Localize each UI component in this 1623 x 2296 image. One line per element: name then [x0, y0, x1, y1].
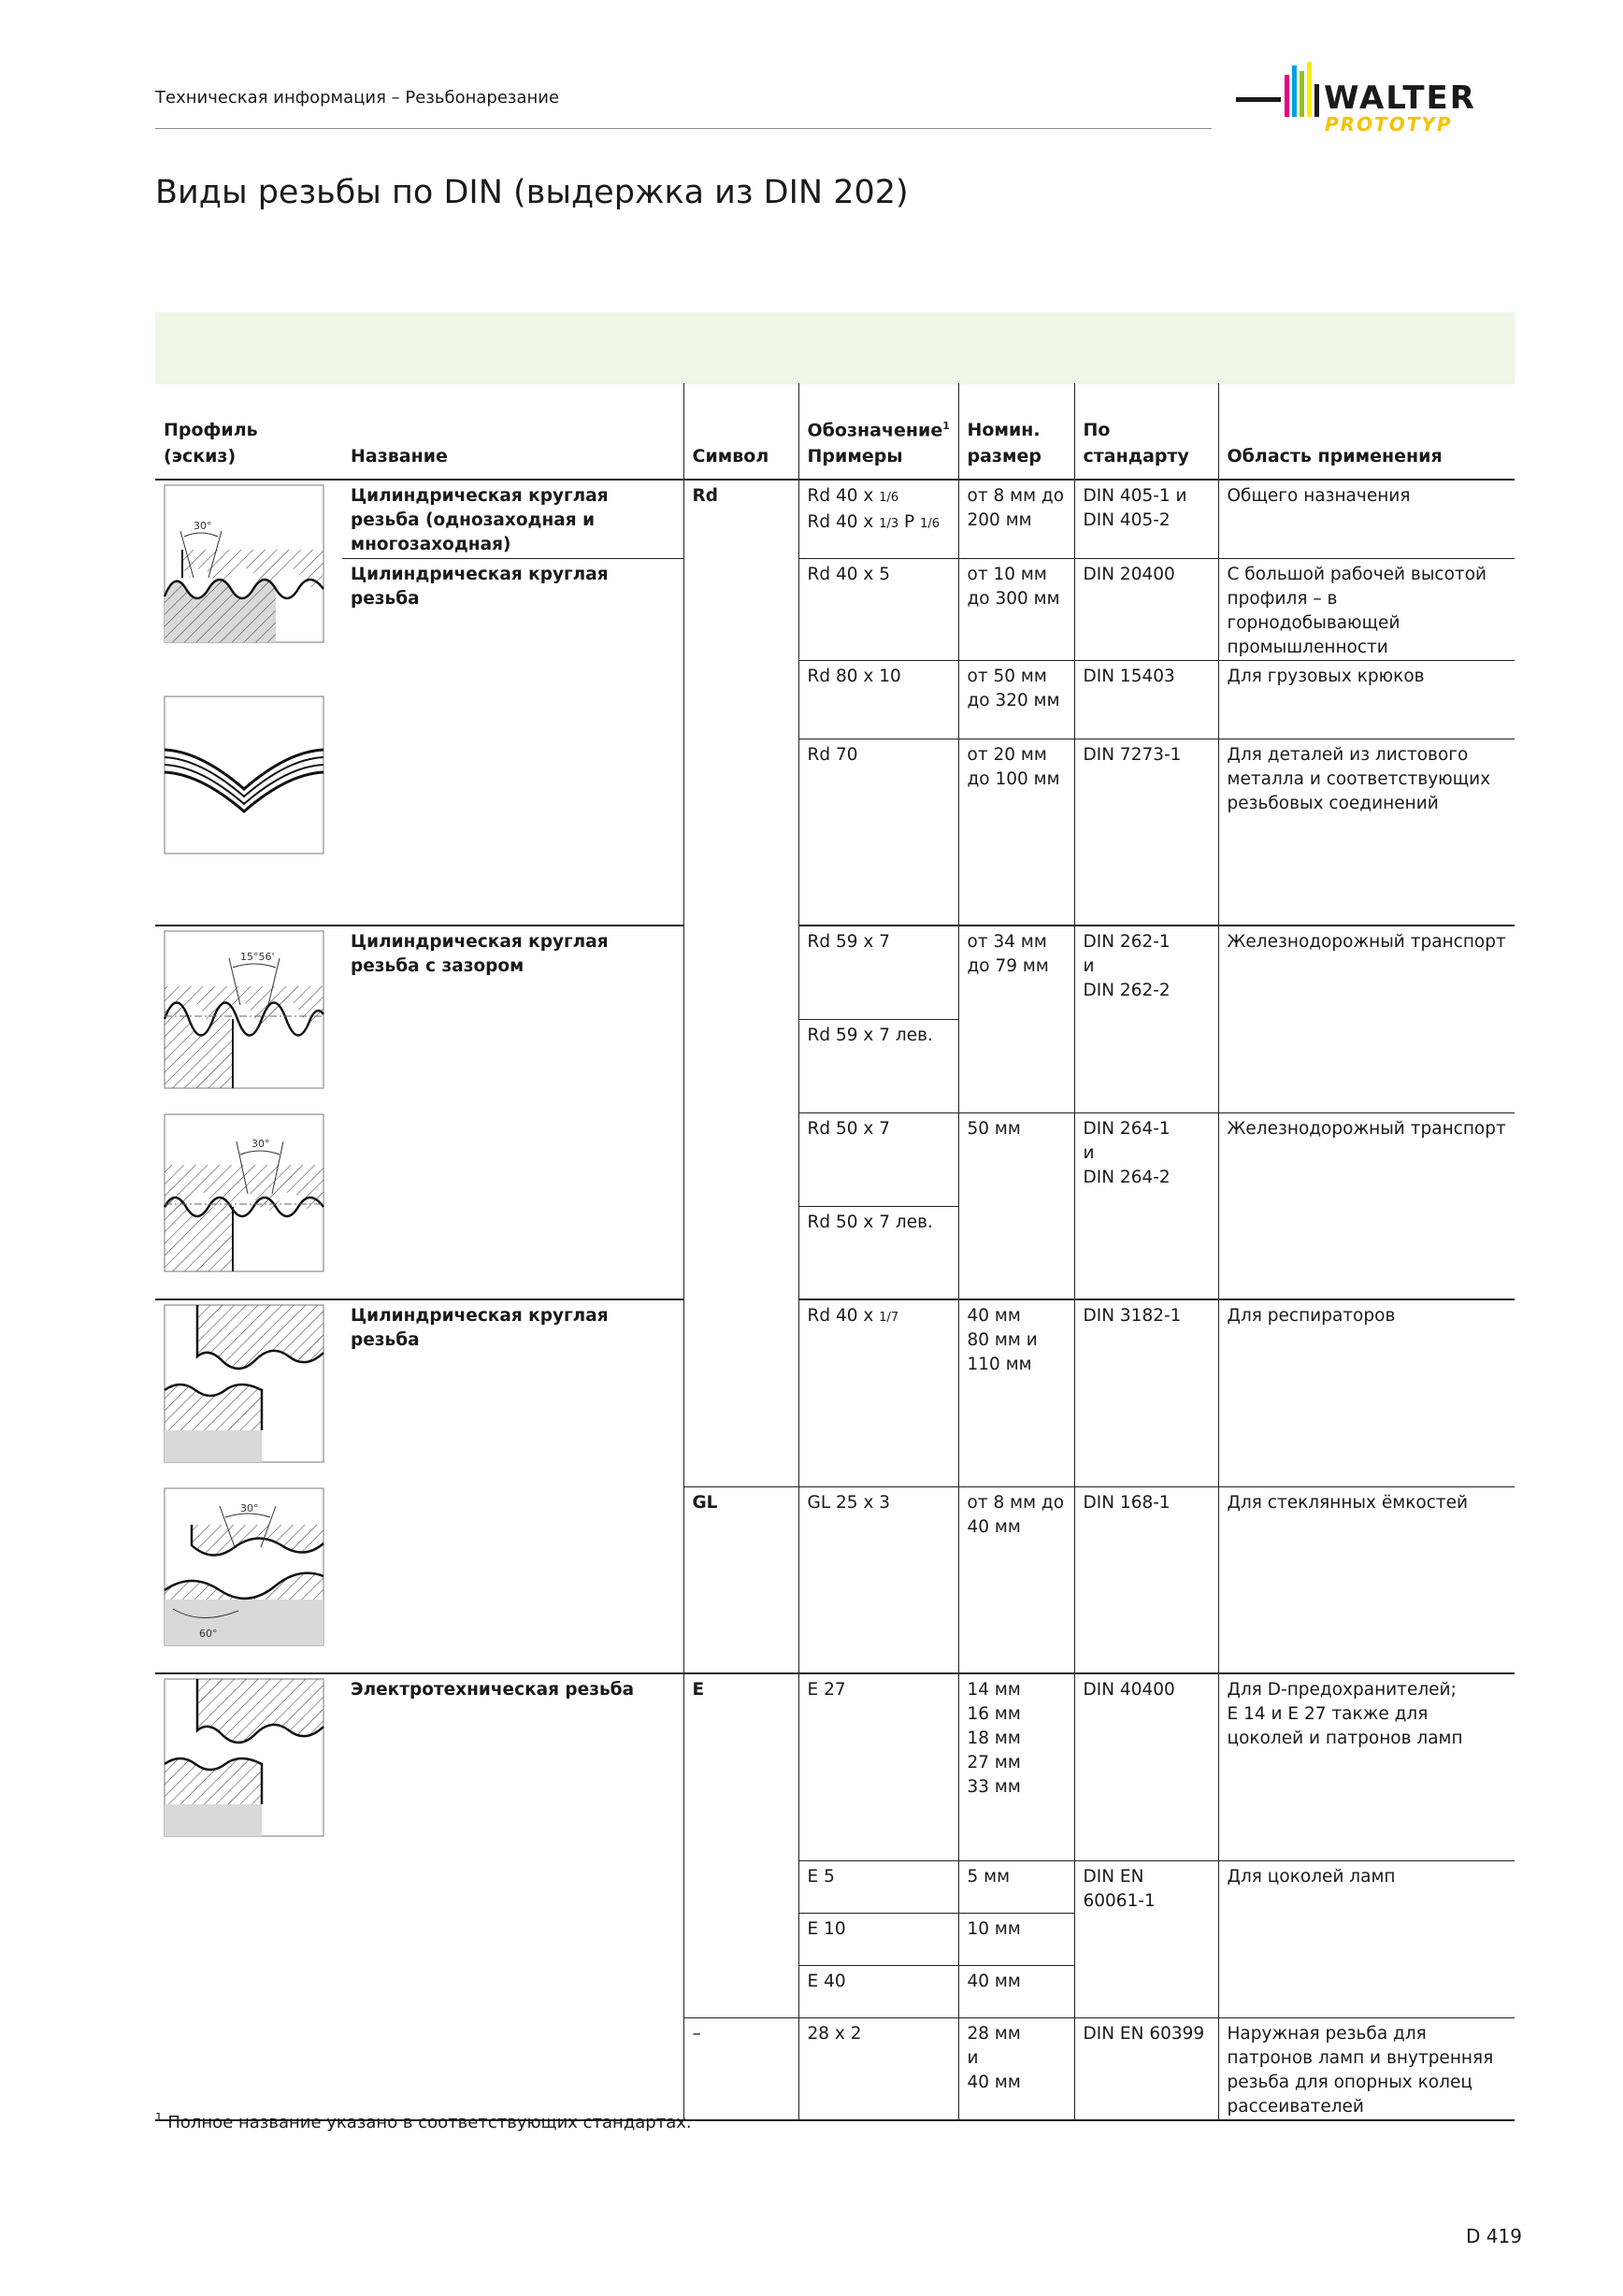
thread-name: Цилиндрическая круглая резьба (однозаходная и многозаходная)	[351, 486, 609, 554]
respirator-thread-sketch	[164, 1304, 324, 1463]
symbol-cell: E	[683, 1673, 798, 2017]
designation-cell: GL 25 x 3	[798, 1486, 958, 1673]
application-cell: Для грузовых крюков	[1218, 660, 1515, 739]
svg-text:WALTER: WALTER	[1324, 79, 1476, 117]
table-banner	[155, 312, 1515, 384]
application-cell: Для D-предохранителей; E 14 и E 27 также для цоколей и патронов ламп	[1218, 1673, 1515, 1860]
size-cell: от 50 мм до 320 мм	[958, 660, 1074, 739]
standard-cell: DIN EN 60061-1	[1074, 1860, 1218, 2017]
size-cell: 28 мм и 40 мм	[958, 2017, 1074, 2120]
thread-name: Электротехническая резьба	[342, 1673, 683, 2120]
symbol-cell: –	[683, 2017, 798, 2120]
size-cell: от 20 мм до 100 мм	[958, 739, 1074, 926]
profile-sketch-cell	[155, 926, 342, 1299]
designation-cell: E 27	[798, 1673, 958, 1860]
size-cell: 14 мм 16 мм 18 мм 27 мм 33 мм	[958, 1673, 1074, 1860]
designation-cell: Rd 80 x 10	[798, 660, 958, 739]
symbol-cell: GL	[683, 1486, 798, 1673]
standard-cell: DIN 262-1 и DIN 262-2	[1074, 926, 1218, 1112]
designation-cell: Rd 40 x 1/6 Rd 40 x 1/3 P 1/6	[798, 480, 958, 558]
svg-text:60°: 60°	[199, 1628, 218, 1640]
standard-cell: DIN 20400	[1074, 558, 1218, 660]
page-title: Виды резьбы по DIN (выдержка из DIN 202)	[155, 174, 909, 211]
standard-cell: DIN 40400	[1074, 1673, 1218, 1860]
designation-cell: Rd 50 x 7 лев.	[798, 1206, 958, 1299]
thread-name: Цилиндрическая круглая резьба	[342, 558, 683, 926]
standard-cell: DIN 168-1	[1074, 1486, 1218, 1673]
size-cell: от 8 мм до 40 мм	[958, 1486, 1074, 1673]
col-header-symbol: Символ	[683, 383, 798, 480]
col-header-standard: По стандарту	[1074, 383, 1218, 480]
rail-thread-sketch	[164, 1113, 324, 1272]
profile-sketch-cell	[155, 480, 342, 926]
svg-text:15°56': 15°56'	[240, 951, 275, 963]
svg-text:30°: 30°	[194, 520, 212, 532]
application-cell: Железнодорожный транспорт	[1218, 926, 1515, 1112]
application-cell: Для респираторов	[1218, 1299, 1515, 1486]
profile-sketch-cell	[155, 1299, 342, 1673]
sheet-metal-thread-sketch	[164, 696, 324, 854]
page-number: D 419	[1466, 2225, 1522, 2247]
designation-cell: Rd 59 x 7	[798, 926, 958, 1019]
designation-cell: Rd 40 x 5	[798, 558, 958, 660]
designation-cell: Rd 40 x 1/7	[798, 1299, 958, 1486]
header-divider	[155, 128, 1212, 129]
size-cell: от 34 мм до 79 мм	[958, 926, 1074, 1112]
size-cell: 10 мм	[958, 1913, 1074, 1965]
size-cell: от 10 мм до 300 мм	[958, 558, 1074, 660]
application-cell: Наружная резьба для патронов ламп и внутренняя резьба для опорных колец рассеивателей	[1218, 2017, 1515, 2120]
designation-cell: Rd 50 x 7	[798, 1112, 958, 1206]
application-cell: Для стеклянных ёмкостей	[1218, 1486, 1515, 1673]
col-header-application: Область применения	[1218, 383, 1515, 480]
glass-container-thread-sketch	[164, 1487, 324, 1646]
svg-text:30°: 30°	[240, 1502, 259, 1514]
designation-cell: Rd 70	[798, 739, 958, 926]
thread-types-table	[155, 383, 1515, 2121]
round-thread-clearance-sketch	[164, 930, 324, 1089]
designation-cell: Rd 59 x 7 лев.	[798, 1019, 958, 1112]
application-cell: Для деталей из листового металла и соответствующих резьбовых соединений	[1218, 739, 1515, 926]
col-header-size: Номин. размер	[958, 383, 1074, 480]
thread-name: Цилиндрическая круглая резьба	[342, 1299, 683, 1673]
designation-cell: E 10	[798, 1913, 958, 1965]
standard-cell: DIN 3182-1	[1074, 1299, 1218, 1486]
application-cell: С большой рабочей высотой профиля – в горнодобывающей промышленности	[1218, 558, 1515, 660]
application-cell: Для цоколей ламп	[1218, 1860, 1515, 2017]
thread-name: Цилиндрическая круглая резьба с зазором	[342, 926, 683, 1299]
col-header-name: Название	[342, 383, 683, 480]
table-row	[155, 1673, 1515, 1860]
size-cell: 40 мм 80 мм и 110 мм	[958, 1299, 1074, 1486]
designation-cell: E 40	[798, 1965, 958, 2017]
table-row	[155, 1299, 1515, 1486]
symbol-cell: Rd	[683, 480, 798, 1486]
electrical-thread-sketch	[164, 1678, 324, 1837]
application-cell: Железнодорожный транспорт	[1218, 1112, 1515, 1299]
designation-cell: E 5	[798, 1860, 958, 1913]
profile-sketch-cell	[155, 1673, 342, 2120]
size-cell: 5 мм	[958, 1860, 1074, 1913]
standard-cell: DIN 405-1 и DIN 405-2	[1074, 480, 1218, 558]
standard-cell: DIN EN 60399	[1074, 2017, 1218, 2120]
svg-text:30°: 30°	[251, 1138, 270, 1150]
footnote: $^1$ Полное название указано в соответствующих стандартах.	[155, 2111, 692, 2132]
standard-cell: DIN 15403	[1074, 660, 1218, 739]
svg-text:PROTOTYP: PROTOTYP	[1325, 113, 1453, 136]
header-section-title: Техническая информация – Резьбонарезание	[155, 88, 560, 108]
col-header-designation: Обозначение$^1$ Примеры	[798, 383, 958, 480]
round-thread-profile-sketch	[164, 484, 324, 643]
table-row	[155, 558, 1515, 660]
application-cell: Общего назначения	[1218, 480, 1515, 558]
table-row	[155, 480, 1515, 558]
walter-prototyp-logo	[1234, 56, 1515, 140]
table-header-row	[155, 383, 1515, 480]
size-cell: от 8 мм до 200 мм	[958, 480, 1074, 558]
designation-cell: 28 x 2	[798, 2017, 958, 2120]
table-row	[155, 926, 1515, 1019]
size-cell: 50 мм	[958, 1112, 1074, 1299]
col-header-profile: Профиль (эскиз)	[155, 383, 342, 480]
standard-cell: DIN 264-1 и DIN 264-2	[1074, 1112, 1218, 1299]
standard-cell: DIN 7273-1	[1074, 739, 1218, 926]
size-cell: 40 мм	[958, 1965, 1074, 2017]
